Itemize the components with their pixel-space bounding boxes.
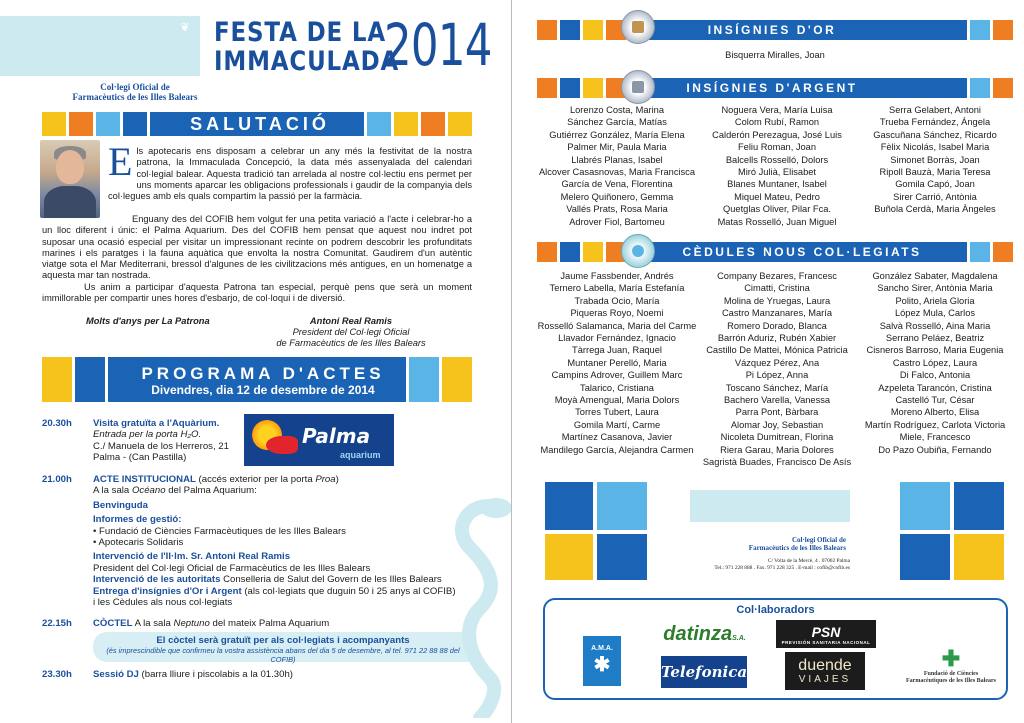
salutacio-p3: Us anim a participar d'aquesta Patrona tan especial, perquè pens que serà un moment immillorable per compartir unes hores d'esbarjo, de col·loqui i de diversió.: [42, 282, 472, 304]
cocktail-note-line2: (és imprescindible que confirmeu la vostra assistència abans del dia 5 de desembre, al tel. 971 22 88 88 del COFIB): [106, 646, 460, 664]
cedules-emblem-icon: [621, 234, 655, 268]
programa-title: PROGRAMA D'ACTES: [141, 364, 385, 383]
argent-name: Balcells Rosselló, Dolors: [725, 154, 829, 165]
header-band: [0, 16, 200, 76]
green-cross-icon: ✚: [941, 646, 961, 671]
signer-role1: President del Col·legi Oficial: [292, 327, 410, 337]
cocktail-note-line1: El còctel serà gratuït per als col·legiats i acompanyants: [156, 635, 410, 646]
argent-name: Buñola Cerdà, Maria Àngeles: [874, 204, 996, 215]
cedula-name: Salvà Rosselló, Aina Maria: [879, 320, 991, 331]
silver-medal-icon: [621, 70, 655, 104]
argent-title: INSÍGNIES D'ARGENT: [647, 80, 897, 96]
cedula-name: Torres Tubert, Laura: [575, 407, 659, 418]
salutacio-title: SALUTACIÓ: [175, 113, 345, 135]
argent-names: [537, 104, 1013, 228]
argent-name: Alcover Casasnovas, Maria Francisca: [538, 167, 696, 178]
informes-b2: • Apotecaris Solidaris: [93, 537, 184, 549]
cedula-name: Romero Dorado, Blanca: [727, 320, 827, 331]
argent-name: García de Vena, Florentina: [561, 179, 673, 190]
telefonica-logo: Telefonica: [661, 656, 747, 688]
cedula-name: Moyà Amengual, Maria Dolors: [554, 395, 680, 406]
argent-name: Llabrés Planas, Isabel: [571, 154, 663, 165]
cedula-name: Parra Pont, Bàrbara: [735, 407, 819, 418]
time-2330: 23.30h: [42, 669, 72, 680]
college-line1: Col·legi Oficial de: [100, 82, 170, 92]
institucional-title-line: ACTE INSTITUCIONAL (accés exterior per la porta Proa): [93, 474, 339, 485]
title-line2: IMMACULADA: [214, 46, 400, 77]
argent-col2: [697, 104, 857, 228]
cedula-name: Alomar Joy, Sebastian: [730, 419, 824, 430]
argent-name: Fèlix Nicolás, Isabel Maria: [880, 142, 990, 153]
cedula-name: Barrón Aduriz, Rubén Xabier: [717, 333, 837, 344]
cedula-name: Castro Manzanares, María: [721, 308, 833, 319]
ama-logo: A.M.A. ✱: [583, 636, 621, 686]
argent-name: Miró Julià, Elisabet: [737, 167, 817, 178]
cedula-name: Azpeleta Tarancón, Cristina: [878, 382, 992, 393]
datinza-logo: datinza S.A.: [663, 622, 746, 645]
argent-name: Blanes Muntaner, Isabel: [727, 179, 827, 190]
argent-name: Feliu Roman, Joan: [737, 142, 817, 153]
collaborators-box: [543, 598, 1008, 700]
argent-name: Palmer Mir, Paula Maria: [567, 142, 667, 153]
closing-line: Molts d'anys per La Patrona: [86, 316, 210, 326]
intervencio-president-sub: President del Col·legi Oficial de Farmacèutics de les Illes Balears: [93, 562, 371, 574]
duende-logo: duende VIAJES: [785, 652, 865, 690]
college-address: C/ Volta de la Mercè, 4 . 07002 Palma Tel.: 971 228 888 . Fax. 971 228 325 . E-mail : cofib@cofib.es: [714, 558, 850, 571]
title-line1: FESTA DE LA: [214, 17, 386, 48]
cedula-name: Martín Rodríguez, Carlota Victoria: [864, 419, 1006, 430]
college-name-small: Col·legi Oficial de Farmacèutics de les Illes Balears: [748, 536, 846, 552]
cedula-name: Trabada Ocio, María: [574, 295, 660, 306]
president-photo: [40, 140, 100, 218]
cedula-name: Talarico, Cristiana: [580, 382, 654, 393]
argent-name: Noguera Vera, María Luisa: [721, 105, 833, 115]
informes-b1: • Fundació de Ciències Farmacèutiques de les Illes Balears: [93, 525, 346, 537]
event-dj: Sessió DJ (barra lliure i piscolabis a la 01.30h): [93, 669, 293, 680]
argent-name: Quetglas Oliver, Pilar Fca.: [723, 204, 831, 215]
argent-col1: [537, 104, 697, 228]
cedula-name: Riera Garau, Maria Dolores: [720, 444, 834, 455]
psn-logo: PSN PREVISIÓN SANITARIA NACIONAL: [776, 620, 876, 648]
argent-name: Trueba Fernández, Ángela: [879, 117, 991, 128]
argent-name: Gutiérrez González, María Elena: [549, 129, 685, 140]
argent-col3: [857, 104, 1013, 228]
time-2100: 21.00h: [42, 474, 72, 485]
argent-name: Melero Quiñonero, Gemma: [560, 191, 674, 202]
cedula-name: Miele, Francesco: [899, 432, 971, 443]
argent-name: Ripoll Bauzà, Maria Teresa: [879, 167, 991, 178]
ama-cross-icon: ✱: [593, 654, 611, 676]
cedules-col3: [857, 270, 1013, 469]
cedula-name: Gomila Martí, Carme: [573, 419, 661, 430]
argent-name: Adrover Fiol, Bartomeu: [569, 216, 665, 227]
cedula-name: Bachero Varella, Vanessa: [723, 395, 831, 406]
programa-date: Divendres, dia 12 de desembre de 2014: [151, 383, 375, 397]
argent-name: Serra Gelabert, Antoni: [889, 105, 981, 115]
cedula-name: Polito, Ariela Gloria: [895, 295, 975, 306]
argent-name: Gascuñana Sánchez, Ricardo: [873, 129, 997, 140]
cedula-name: Company Bezares, Francesc: [717, 271, 837, 281]
cedula-name: Sagristà Buades, Francisco De Asís: [702, 457, 852, 468]
signer-role2: de Farmacèutics de les Illes Balears: [276, 338, 426, 348]
cedula-name: Castro López, Laura: [892, 357, 978, 368]
fundacio-logo: ✚ Fundació de Ciències Farmacèutiques de les Illes Balears: [906, 646, 996, 684]
college-address-block: [690, 490, 850, 578]
salutacio-p2: Enguany des del COFIB hem volgut fer una petita variació a l'acte i celebrar-ho a un lloc diferent i únic: el Palma Aquarium. Des del COFIB hem pensat que aquest nou indret pot suposar una ocasió especial per visitar un impressionant recinte on podrem descobrir les profunditats marines i els paratges i la fauna aquàtica que envolta la nostra Comunitat. Gaudirem d'un autèntic viatge sota el Mar Mediterrani, bressol d'algunes de les civilitzacions més antigues, en un homenatge a aquesta mar tan nostrada.: [42, 214, 472, 281]
programa-title-block: [118, 365, 408, 397]
cedules-names: [537, 270, 1013, 469]
cedula-name: Molina de Yruegas, Laura: [723, 295, 831, 306]
fish-icon: [266, 436, 298, 454]
cedula-name: Mandilego García, Alejandra Carmen: [540, 444, 694, 455]
or-name-0: Bisquerra Miralles, Joan: [725, 50, 825, 60]
argent-name: Miquel Mateu, Pedro: [734, 191, 820, 202]
cedula-name: Llavador Fernández, Ignacio: [558, 333, 676, 344]
festa-title: [214, 18, 399, 76]
aquarium-logo-name: Palma: [302, 424, 371, 448]
college-name: [60, 82, 210, 102]
cedules-col1: [537, 270, 697, 469]
cedula-name: González Sabater, Magdalena: [872, 271, 998, 281]
intervencio-autoritats: Intervenció de les autoritats Conselleria de Salut del Govern de les Illes Balears: [93, 574, 442, 586]
event-visita-l2: C./ Manuela de los Herreros, 21: [93, 440, 229, 452]
cedula-name: Piqueras Royo, Noemi: [570, 308, 664, 319]
cedula-name: Serrano Peláez, Beatriz: [885, 333, 985, 344]
palma-aquarium-logo: [244, 414, 394, 466]
cedula-name: Campins Adrover, Guillem Marc: [551, 370, 683, 381]
argent-name: Sánchez García, Matías: [567, 117, 667, 128]
cedules-col2: [697, 270, 857, 469]
cocktail-note: [93, 632, 473, 662]
cedula-name: Martínez Casanova, Javier: [561, 432, 673, 443]
argent-name: Lorenzo Costa, Marina: [569, 105, 665, 115]
event-visita: [93, 418, 243, 464]
cedula-name: Castillo De Mattei, Mónica Patricia: [706, 345, 848, 356]
cedula-name: Di Falco, Antonia: [899, 370, 971, 381]
argent-name: Gomila Capó, Joan: [895, 179, 975, 190]
cedula-name: Cimatti, Cristina: [744, 283, 810, 294]
argent-name: Matas Rosselló, Juan Miguel: [717, 216, 837, 227]
signer-name: Antoni Real Ramis: [309, 316, 393, 326]
or-names: [537, 50, 1013, 60]
argent-name: Sirer Carrió, Antònia: [893, 191, 977, 202]
cedula-name: Vázquez Pérez, Ana: [734, 357, 820, 368]
snake-icon: [430, 488, 512, 718]
informes: Informes de gestió:: [93, 514, 182, 526]
collaborators-title: Col·laboradors: [736, 604, 815, 616]
festa-year: 2014: [384, 11, 492, 79]
cedula-name: Toscano Sánchez, María: [725, 382, 829, 393]
cedula-name: Jaume Fassbender, Andrés: [560, 271, 674, 281]
cedula-name: Rosselló Salamanca, Maria del Carme: [537, 320, 697, 331]
intervencio-president: Intervenció de l'Il·lm. Sr. Antoni Real Ramis: [93, 551, 291, 563]
cedules-header: [537, 242, 1013, 262]
feather-icon: ❦: [180, 20, 191, 34]
event-visita-l3: Palma - (Can Pastilla): [93, 452, 187, 464]
signature-block: [262, 316, 440, 349]
salutacio-p1: Els apotecaris ens disposam a celebrar un any més la festivitat de la nostra patrona, la Immaculada Concepció, la data més assenyalada del calendari col·legial balear. Aquesta tradició tan arrelada al nostre col·lectiu ens permet per uns moments aparcar les obligacions professionals i gaudir de la companyia dels col·legues amb els quals compartim la passió per la farmàcia.: [108, 139, 472, 202]
argent-name: Colom Rubí, Ramon: [734, 117, 820, 128]
event-institucional: [93, 474, 473, 608]
dropcap: E: [108, 139, 133, 184]
cedula-name: Tàrrega Juan, Raquel: [572, 345, 662, 356]
or-header: [537, 20, 1013, 40]
cedula-name: Pi López, Anna: [745, 370, 809, 381]
cedula-name: Castelló Tur, César: [895, 395, 975, 406]
or-title: INSÍGNIES D'OR: [647, 22, 897, 38]
argent-header: [537, 78, 1013, 98]
cedula-name: Sancho Sirer, Antònia Maria: [877, 283, 993, 294]
event-visita-l1: Entrada per la porta H₂O.: [93, 429, 202, 441]
cedules-title: CÈDULES NOUS COL·LEGIATS: [677, 244, 927, 260]
time-2215: 22.15h: [42, 618, 72, 629]
time-2030: 20.30h: [42, 418, 72, 429]
cedula-name: Cisneros Barroso, Maria Eugenia: [866, 345, 1004, 356]
argent-name: Simonet Borràs, Joan: [890, 154, 980, 165]
college-line2: Farmacèutics de les Illes Balears: [72, 92, 198, 102]
cedula-name: Ternero Labella, María Estefanía: [549, 283, 685, 294]
institucional-sala-line: A la sala Océano del Palma Aquarium:: [93, 485, 257, 497]
event-visita-title: Visita gratuïta a l'Aquàrium.: [93, 418, 220, 429]
entrega2: i les Cèdules als nous col·legiats: [93, 597, 233, 609]
cedula-name: Muntaner Perelló, Maria: [567, 357, 667, 368]
cedula-name: López Mula, Carlos: [894, 308, 976, 319]
gold-medal-icon: [621, 10, 655, 44]
argent-name: Vallés Prats, Rosa Maria: [566, 204, 668, 215]
aquarium-logo-sub: aquarium: [340, 450, 381, 460]
cedula-name: Nicoleta Dumitrean, Florina: [720, 432, 834, 443]
cedula-name: Do Pazo Oubiña, Fernando: [878, 444, 992, 455]
cedula-name: Moreno Alberto, Elisa: [890, 407, 980, 418]
argent-name: Calderón Perezagua, José Luis: [712, 129, 842, 140]
entrega: Entrega d'insígnies d'Or i Argent (als col·legiats que duguin 50 i 25 anys al COFIB): [93, 585, 456, 597]
benvinguda: Benvinguda: [93, 499, 148, 511]
event-coctel: CÒCTEL A la sala Neptuno del mateix Palma Aquarium: [93, 618, 330, 629]
